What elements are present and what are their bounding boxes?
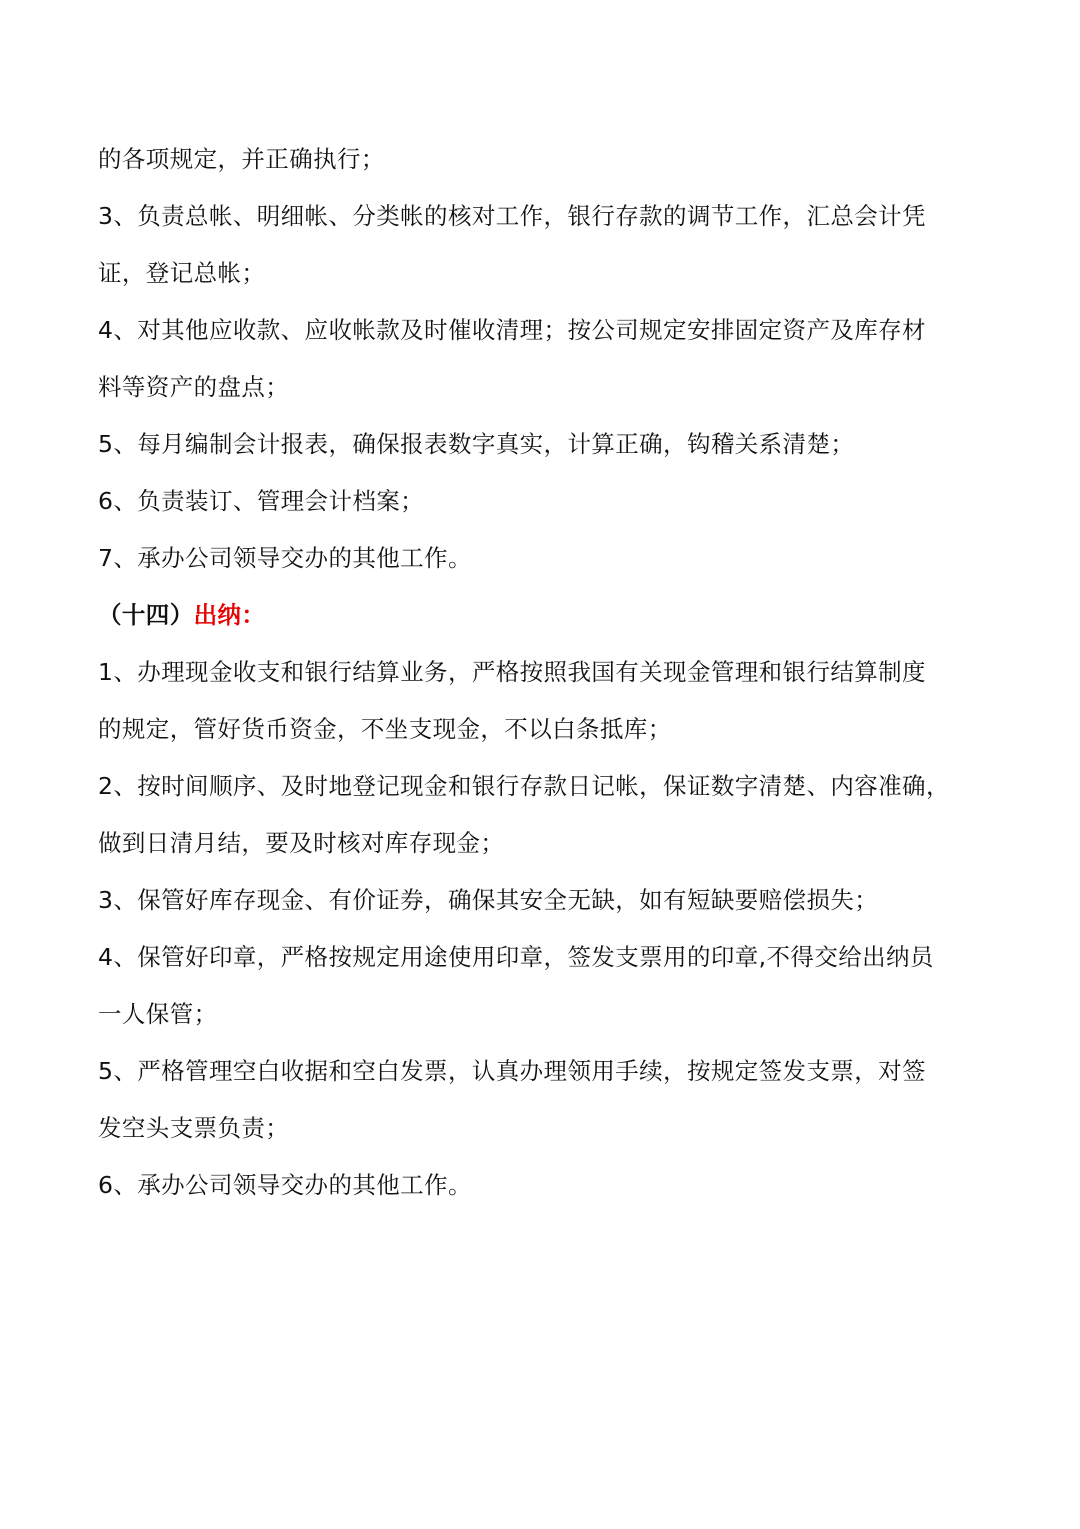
- text-line: 4、保管好印章，严格按规定用途使用印章，签发支票用的印章,不得交给出纳员: [98, 943, 934, 971]
- text-line: 6、负责装订、管理会计档案；: [98, 487, 425, 515]
- text-line: 5、严格管理空白收据和空白发票，认真办理领用手续，按规定签发支票，对签: [98, 1057, 926, 1085]
- section-title: 出纳：: [193, 601, 266, 629]
- text-line: 一人保管；: [98, 1000, 218, 1028]
- text-line: 4、对其他应收款、应收帐款及时催收清理；按公司规定安排固定资产及库存材: [98, 316, 926, 344]
- text-line: 6、承办公司领导交办的其他工作。: [98, 1171, 472, 1199]
- text-line: 2、按时间顺序、及时地登记现金和银行存款日记帐，保证数字清楚、内容准确，: [98, 772, 950, 800]
- text-line: 的各项规定，并正确执行；: [98, 145, 385, 173]
- document-body: [98, 131, 988, 1214]
- text-line: 做到日清月结，要及时核对库存现金；: [98, 829, 505, 857]
- text-line: 的规定，管好货币资金，不坐支现金，不以白条抵库；: [98, 715, 672, 743]
- text-line: 7、承办公司领导交办的其他工作。: [98, 544, 472, 572]
- text-line: 发空头支票负责；: [98, 1114, 290, 1142]
- text-line: 5、每月编制会计报表，确保报表数字真实，计算正确，钩稽关系清楚；: [98, 430, 855, 458]
- text-line: 1、办理现金收支和银行结算业务，严格按照我国有关现金管理和银行结算制度: [98, 658, 926, 686]
- text-line: 料等资产的盘点；: [98, 373, 290, 401]
- section-heading: [98, 587, 988, 644]
- text-line: 证，登记总帐；: [98, 259, 266, 287]
- text-line: 3、保管好库存现金、有价证券，确保其安全无缺，如有短缺要赔偿损失；: [98, 886, 879, 914]
- text-line: 3、负责总帐、明细帐、分类帐的核对工作，银行存款的调节工作，汇总会计凭: [98, 202, 926, 230]
- section-number: （十四）: [98, 601, 194, 629]
